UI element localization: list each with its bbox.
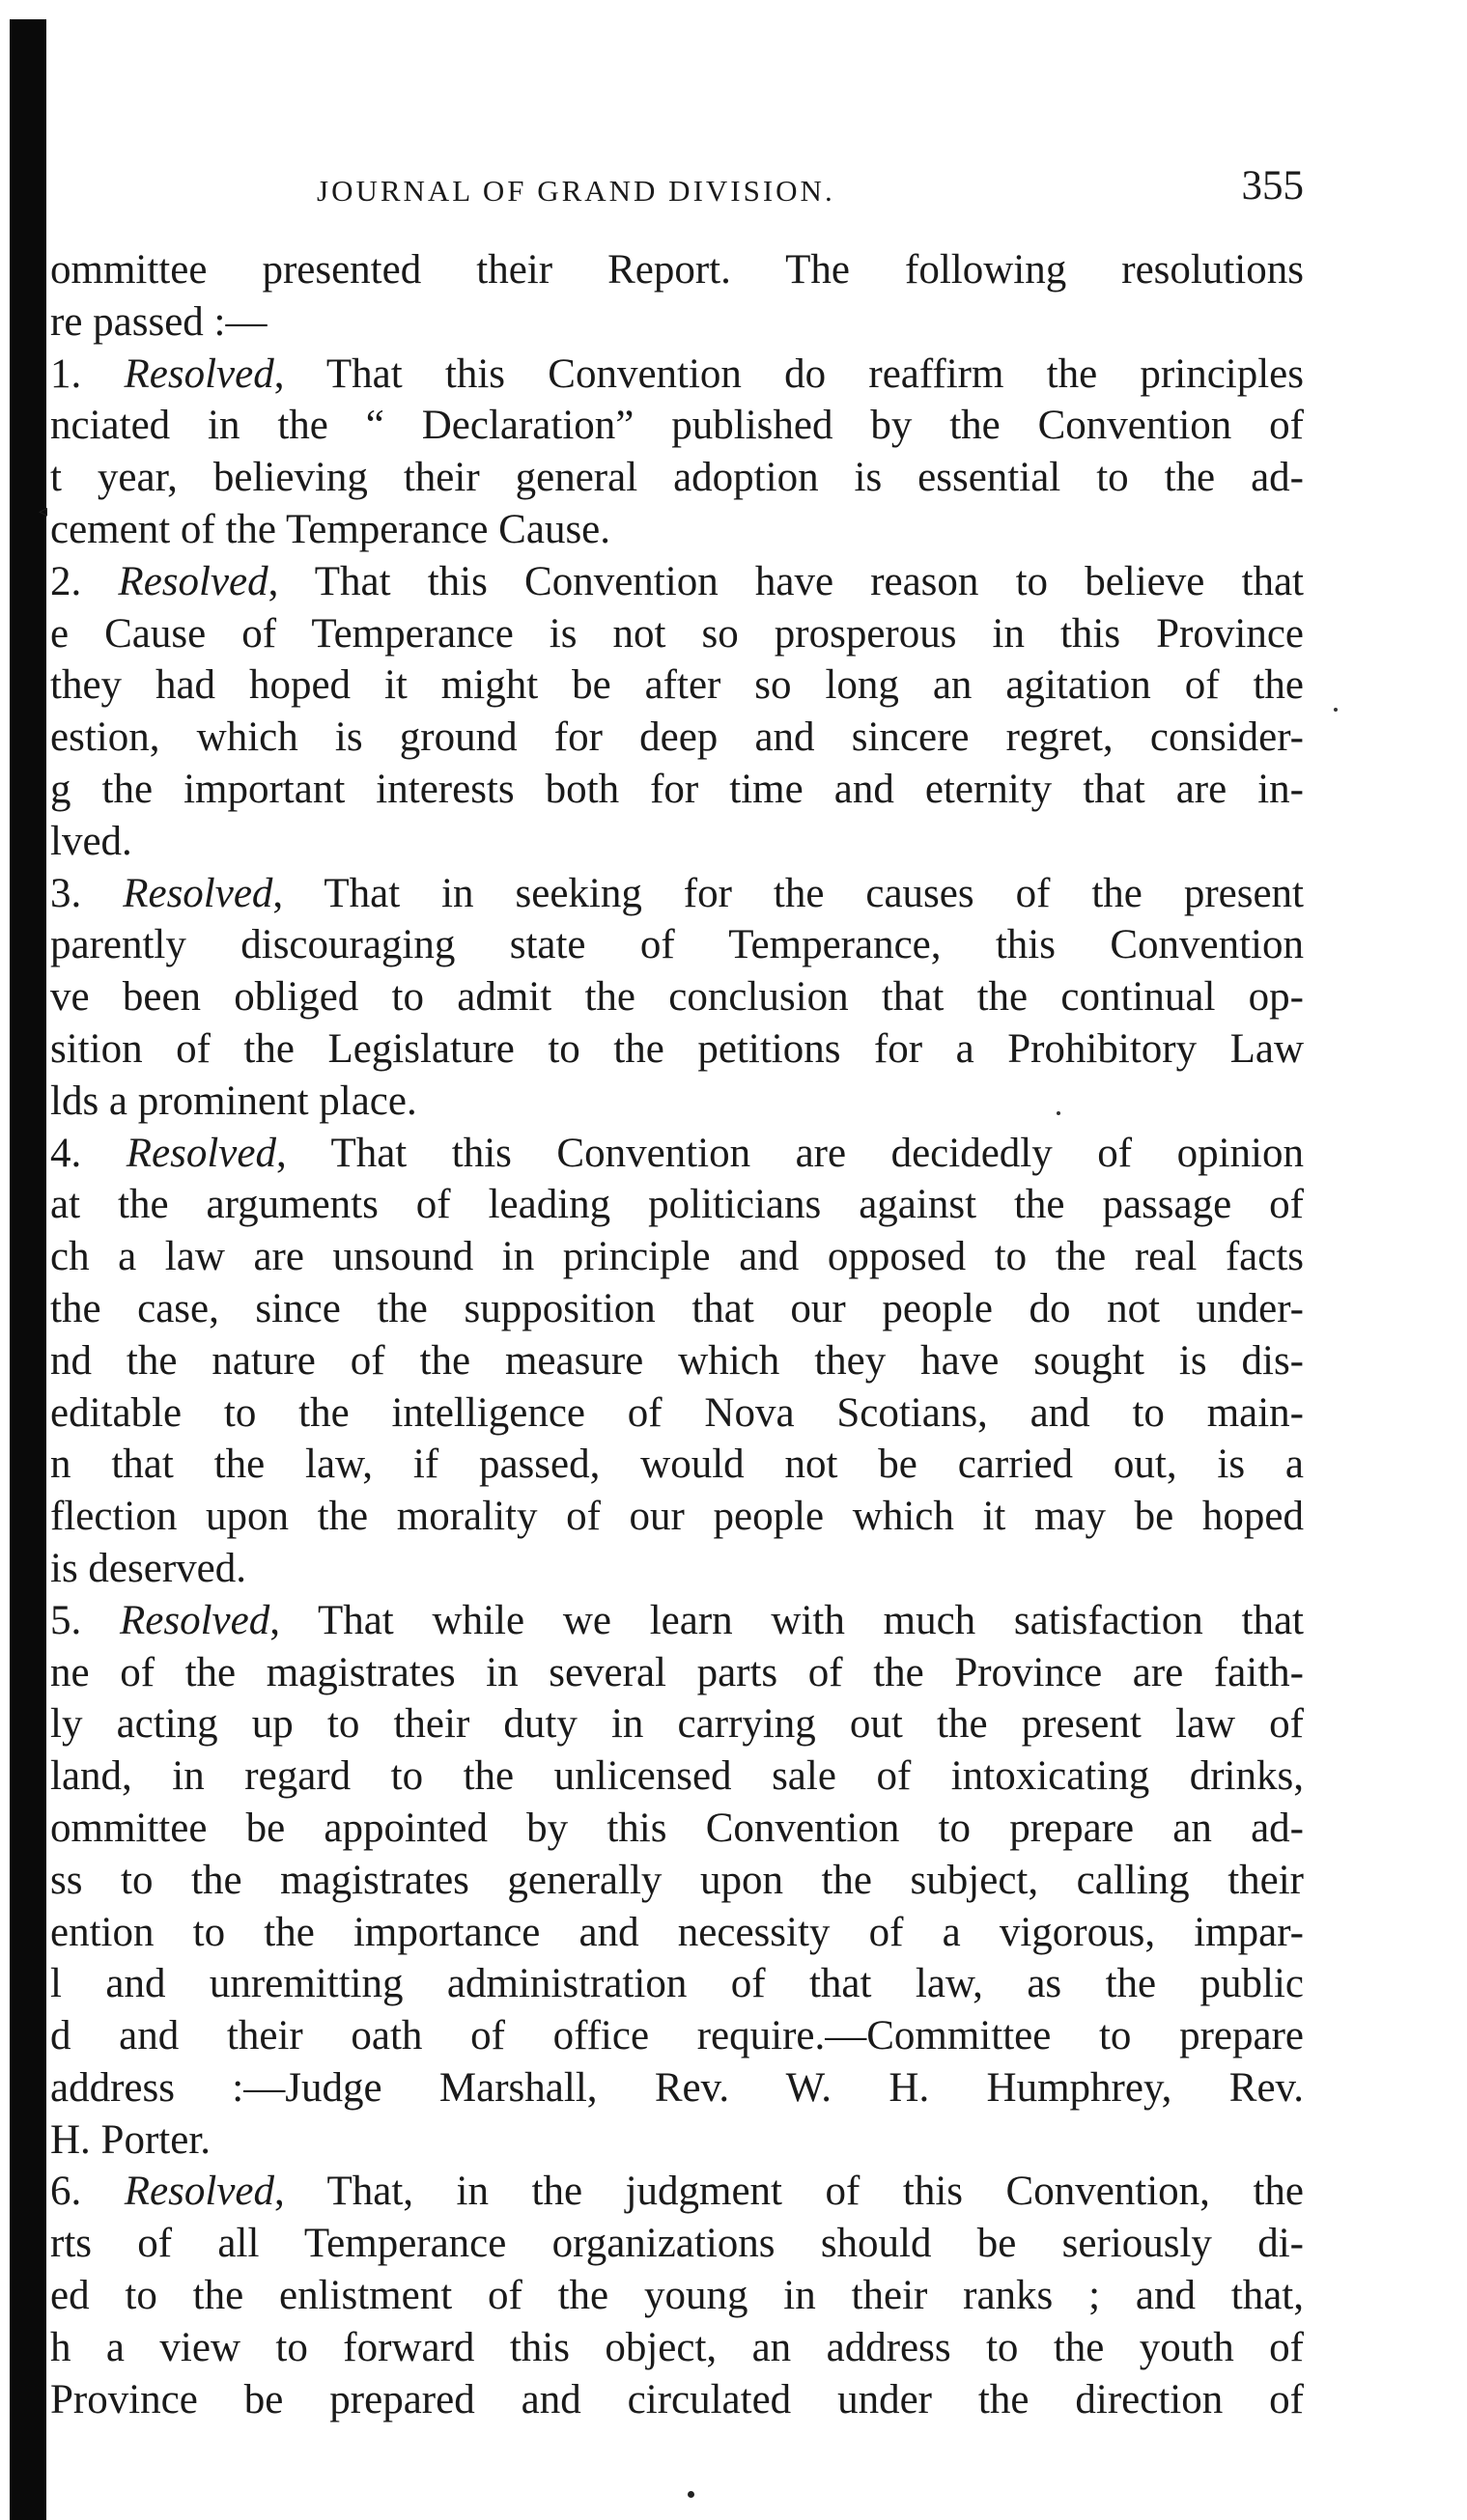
text-line: l and unremitting administration of that law, as the public [50,1961,1304,2007]
text-line: lds a prominent place. [50,1078,417,1124]
text-line: n that the law, if passed, would not be carried out, is a [50,1442,1304,1488]
binding-mark-icon: ◃ [39,501,48,520]
text-line: the case, since the supposition that our people do not under- [50,1285,1304,1331]
text-line: ention to the importance and necessity of a vigorous, impar- [50,1909,1304,1955]
text-line: ss to the magistrates generally upon the subject, calling their [50,1857,1304,1903]
text-line: h a view to forward this object, an address to the youth of [50,2324,1304,2370]
text-line: e Cause of Temperance is not so prosperous in this Province [50,610,1304,657]
print-speck [1057,1111,1060,1115]
text-line: 2. Resolved, That this Convention have reason to believe that [50,558,1304,604]
text-line: is deserved. [50,1545,246,1591]
resolved-word: Resolved [120,1597,270,1643]
text-line: re passed :— [50,298,268,345]
text-line: Province be prepared and circulated under the direction of [50,2376,1304,2422]
text-line: they had hoped it might be after so long an agitation of the [50,662,1304,709]
text-line: at the arguments of leading politicians against the passage of [50,1182,1304,1228]
text-line: 1. Resolved, That this Convention do reaffirm the principles [50,350,1304,397]
text-line: land, in regard to the unlicensed sale of intoxicating drinks, [50,1753,1304,1800]
text-line: editable to the intelligence of Nova Scotians, and to main- [50,1389,1304,1436]
text-line: ve been obliged to admit the conclusion that the continual op- [50,974,1304,1021]
text-line: t year, believing their general adoption is essential to the ad- [50,455,1304,501]
text-line: rts of all Temperance organizations should be seriously di- [50,2221,1304,2267]
text-line: ed to the enlistment of the young in their ranks ; and that, [50,2273,1304,2319]
text-line: nd the nature of the measure which they have sought is dis- [50,1337,1304,1384]
text-line: g the important interests both for time and eternity that are in- [50,766,1304,812]
text-line: nciated in the “ Declaration” published by the Convention of [50,403,1304,449]
text-line: estion, which is ground for deep and sincere regret, consider- [50,714,1304,761]
print-speck [1334,708,1338,712]
text-line: 4. Resolved, That this Convention are decidedly of opinion [50,1130,1304,1176]
text-line: 3. Resolved, That in seeking for the causes of the present [50,870,1304,916]
resolved-word: Resolved [124,350,274,397]
text-line: ne of the magistrates in several parts of the Province are faith- [50,1649,1304,1695]
text-line: ch a law are unsound in principle and opposed to the real facts [50,1234,1304,1280]
running-title: JOURNAL OF GRAND DIVISION. [317,174,835,208]
text-line: ommittee presented their Report. The following resolutions [50,247,1304,293]
text-line: lved. [50,818,132,864]
text-line: H. Porter. [50,2116,212,2163]
page-header [50,162,1304,220]
print-dot [688,2491,694,2498]
text-line: cement of the Temperance Cause. [50,506,611,552]
text-line: address :—Judge Marshall, Rev. W. H. Humphrey, Rev. [50,2064,1304,2111]
binding-edge [10,19,46,2520]
resolved-word: Resolved [124,2169,274,2215]
text-line: ly acting up to their duty in carrying out the present law of [50,1701,1304,1748]
text-line: parently discouraging state of Temperance, this Convention [50,922,1304,968]
text-line: ommittee be appointed by this Convention to prepare an ad- [50,1805,1304,1851]
text-line: d and their oath of office require.—Committee to prepare [50,2013,1304,2059]
text-line: sition of the Legislature to the petitions for a Prohibitory Law [50,1025,1304,1072]
body-text [50,244,1304,2425]
resolved-word: Resolved [118,558,268,604]
text-line: 5. Resolved, That while we learn with much satisfaction that [50,1597,1304,1643]
book-page [50,0,1304,2520]
text-line: flection upon the morality of our people which it may be hoped [50,1494,1304,1540]
resolved-word: Resolved [126,1130,276,1176]
page-number: 355 [1241,163,1304,209]
resolved-word: Resolved [123,870,273,916]
text-line: 6. Resolved, That, in the judgment of this Convention, the [50,2169,1304,2215]
